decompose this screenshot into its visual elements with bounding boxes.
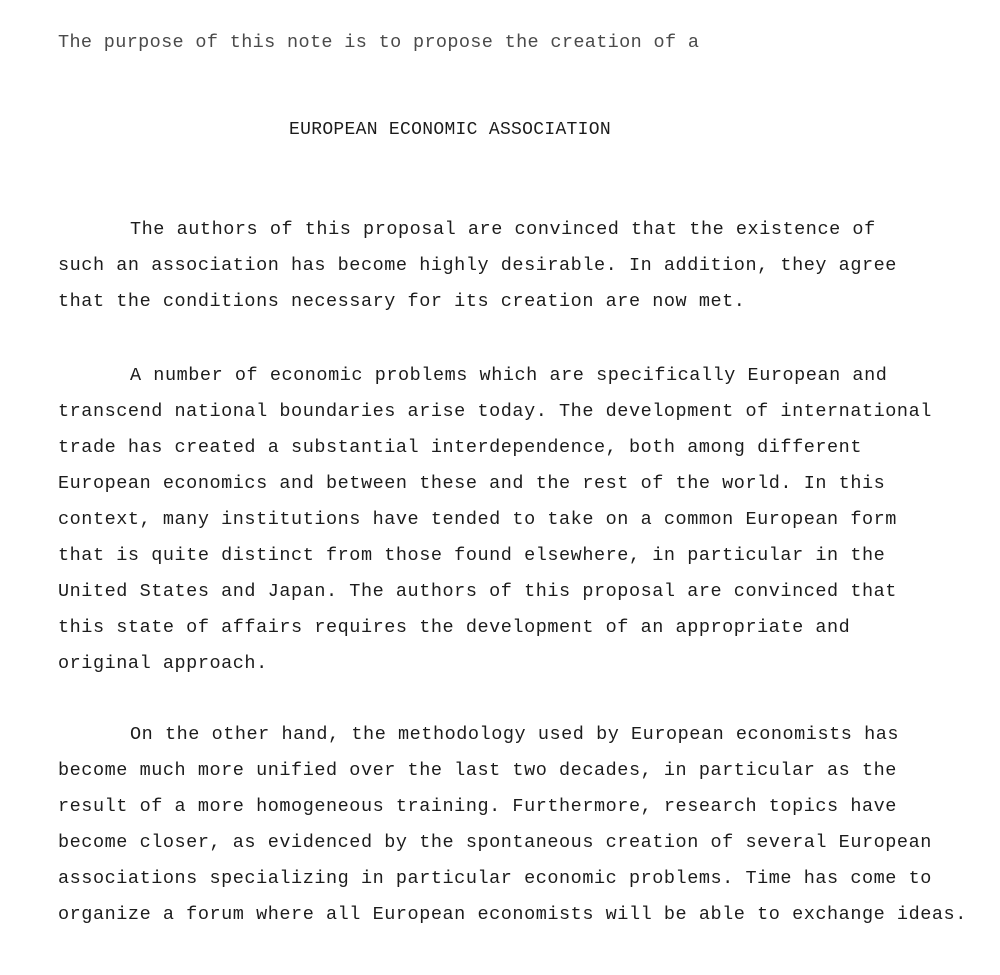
- paragraph-line: European economics and between these and the rest of the world. In this: [58, 473, 886, 494]
- paragraph-line: associations specializing in particular economic problems. Time has come to: [58, 868, 932, 889]
- paragraph-line: such an association has become highly desirable. In addition, they agree: [58, 255, 897, 276]
- paragraph-line: United States and Japan. The authors of this proposal are convinced that: [58, 581, 897, 602]
- paragraph-line: On the other hand, the methodology used by European economists has: [130, 724, 900, 745]
- paragraph-line: become much more unified over the last two decades, in particular as the: [58, 760, 897, 781]
- paragraph-line: context, many institutions have tended to take on a common European form: [58, 509, 897, 530]
- paragraph-3: [58, 717, 967, 933]
- paragraph-line: The authors of this proposal are convinced that the existence of: [130, 219, 876, 240]
- paragraph-line: A number of economic problems which are specifically European and: [130, 365, 888, 386]
- intro-sentence: The purpose of this note is to propose the creation of a: [58, 32, 700, 53]
- paragraph-line: become closer, as evidenced by the spontaneous creation of several European: [58, 832, 932, 853]
- paragraph-line: this state of affairs requires the development of an appropriate and: [58, 617, 851, 638]
- paragraph-line: result of a more homogeneous training. Furthermore, research topics have: [58, 796, 897, 817]
- paragraph-line: that is quite distinct from those found elsewhere, in particular in the: [58, 545, 886, 566]
- paragraph-line: original approach.: [58, 653, 268, 674]
- paragraph-2: [58, 358, 932, 682]
- paragraph-1: [58, 212, 897, 320]
- paragraph-line: trade has created a substantial interdependence, both among different: [58, 437, 862, 458]
- document-title: EUROPEAN ECONOMIC ASSOCIATION: [289, 120, 611, 140]
- paragraph-line: that the conditions necessary for its creation are now met.: [58, 291, 746, 312]
- paragraph-line: organize a forum where all European economists will be able to exchange ideas.: [58, 904, 967, 925]
- paragraph-line: transcend national boundaries arise today. The development of international: [58, 401, 932, 422]
